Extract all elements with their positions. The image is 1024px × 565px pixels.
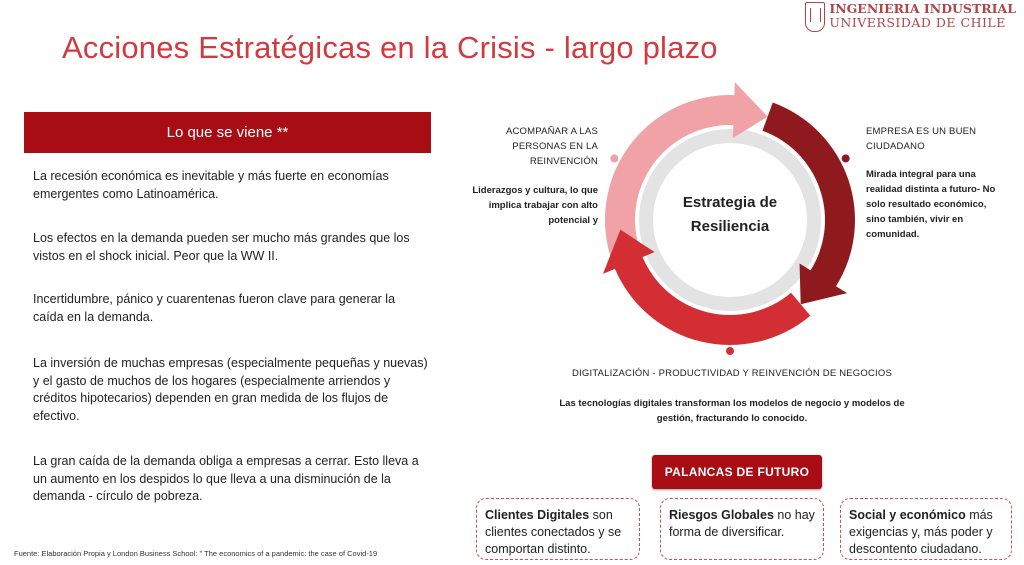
left-node-body: Liderazgos y cultura, lo que implica trabajar con alto potencial y [472, 185, 598, 226]
node-dot-bottom [726, 347, 734, 355]
lever-card-1-text: son clientes conectados y se comportan distinto. [485, 508, 622, 556]
lever-card-riesgos-globales [660, 498, 824, 560]
paragraph-2: Los efectos en la demanda pueden ser mucho más grandes que los vistos en el shock inicial. Peor que la WW II. [33, 231, 410, 263]
logo-line-2: UNIVERSIDAD DE CHILE [829, 15, 1006, 30]
lever-card-2-text: no hay forma de diversificar. [669, 508, 815, 539]
palancas-de-futuro-button[interactable]: PALANCAS DE FUTURO [652, 455, 822, 489]
slide-title: Acciones Estratégicas en la Crisis - largo plazo [62, 30, 718, 65]
paragraph-3: Incertidumbre, pánico y cuarentenas fueron clave para generar la caída en la demanda. [33, 292, 396, 324]
paragraph-5: La gran caída de la demanda obliga a empresas a cerrar. Esto lleva a un aumento en los despidos lo que lleva a una disminución de la demanda - círculo de pobreza. [33, 454, 419, 503]
bottom-node-title: DIGITALIZACIÓN - PRODUCTIVIDAD Y REINVENCIÓN DE NEGOCIOS [572, 368, 892, 379]
crest-icon [805, 2, 825, 32]
node-dot-left [610, 154, 618, 162]
logo-line-1: INGENIERIA INDUSTRIAL [829, 1, 1016, 16]
lever-card-clientes-digitales [476, 498, 640, 560]
center-label-line-1: Estrategia de [682, 194, 778, 211]
university-logo [805, 2, 1016, 32]
paragraph-1: La recesión económica es inevitable y más fuerte en economías emergentes como Latinoamérica. [33, 169, 389, 201]
lever-card-2-bold: Riesgos Globales [669, 508, 774, 522]
center-label-line-2: Resiliencia [690, 218, 770, 235]
source-footnote: Fuente: Elaboración Propia y London Business School: " The economics of a pandemic: the case of Covid-19 [14, 549, 378, 558]
lever-card-3-text: más exigencias y, más poder y descontento ciudadano. [849, 508, 993, 556]
lever-card-social-economico [840, 498, 1012, 560]
right-node-title: EMPRESA ES UN BUEN CIUDADANO [866, 126, 977, 152]
right-node-body: Mirada integral para una realidad distinta a futuro- No solo resultado económico, sino también, vivir en comunidad. [866, 169, 996, 240]
paragraph-4: La inversión de muchas empresas (especialmente pequeñas y nuevas) y el gasto de muchos de los hogares (especialmente arriendos y créditos hipotecarios) dependen en gran medida de los flujos de efectivo. [33, 356, 428, 423]
section-header: Lo que se viene ** [24, 112, 431, 153]
diagram-center-label [662, 191, 798, 239]
node-dot-right [842, 154, 850, 162]
lever-card-1-bold: Clientes Digitales [485, 508, 590, 522]
left-node-title: ACOMPAÑAR A LAS PERSONAS EN LA REINVENCIÓN [505, 126, 598, 167]
lever-card-3-bold: Social y económico [849, 508, 966, 522]
bottom-node-body: Las tecnologías digitales transforman los modelos de negocio y modelos de gestión, fracturando lo conocido. [559, 398, 905, 424]
